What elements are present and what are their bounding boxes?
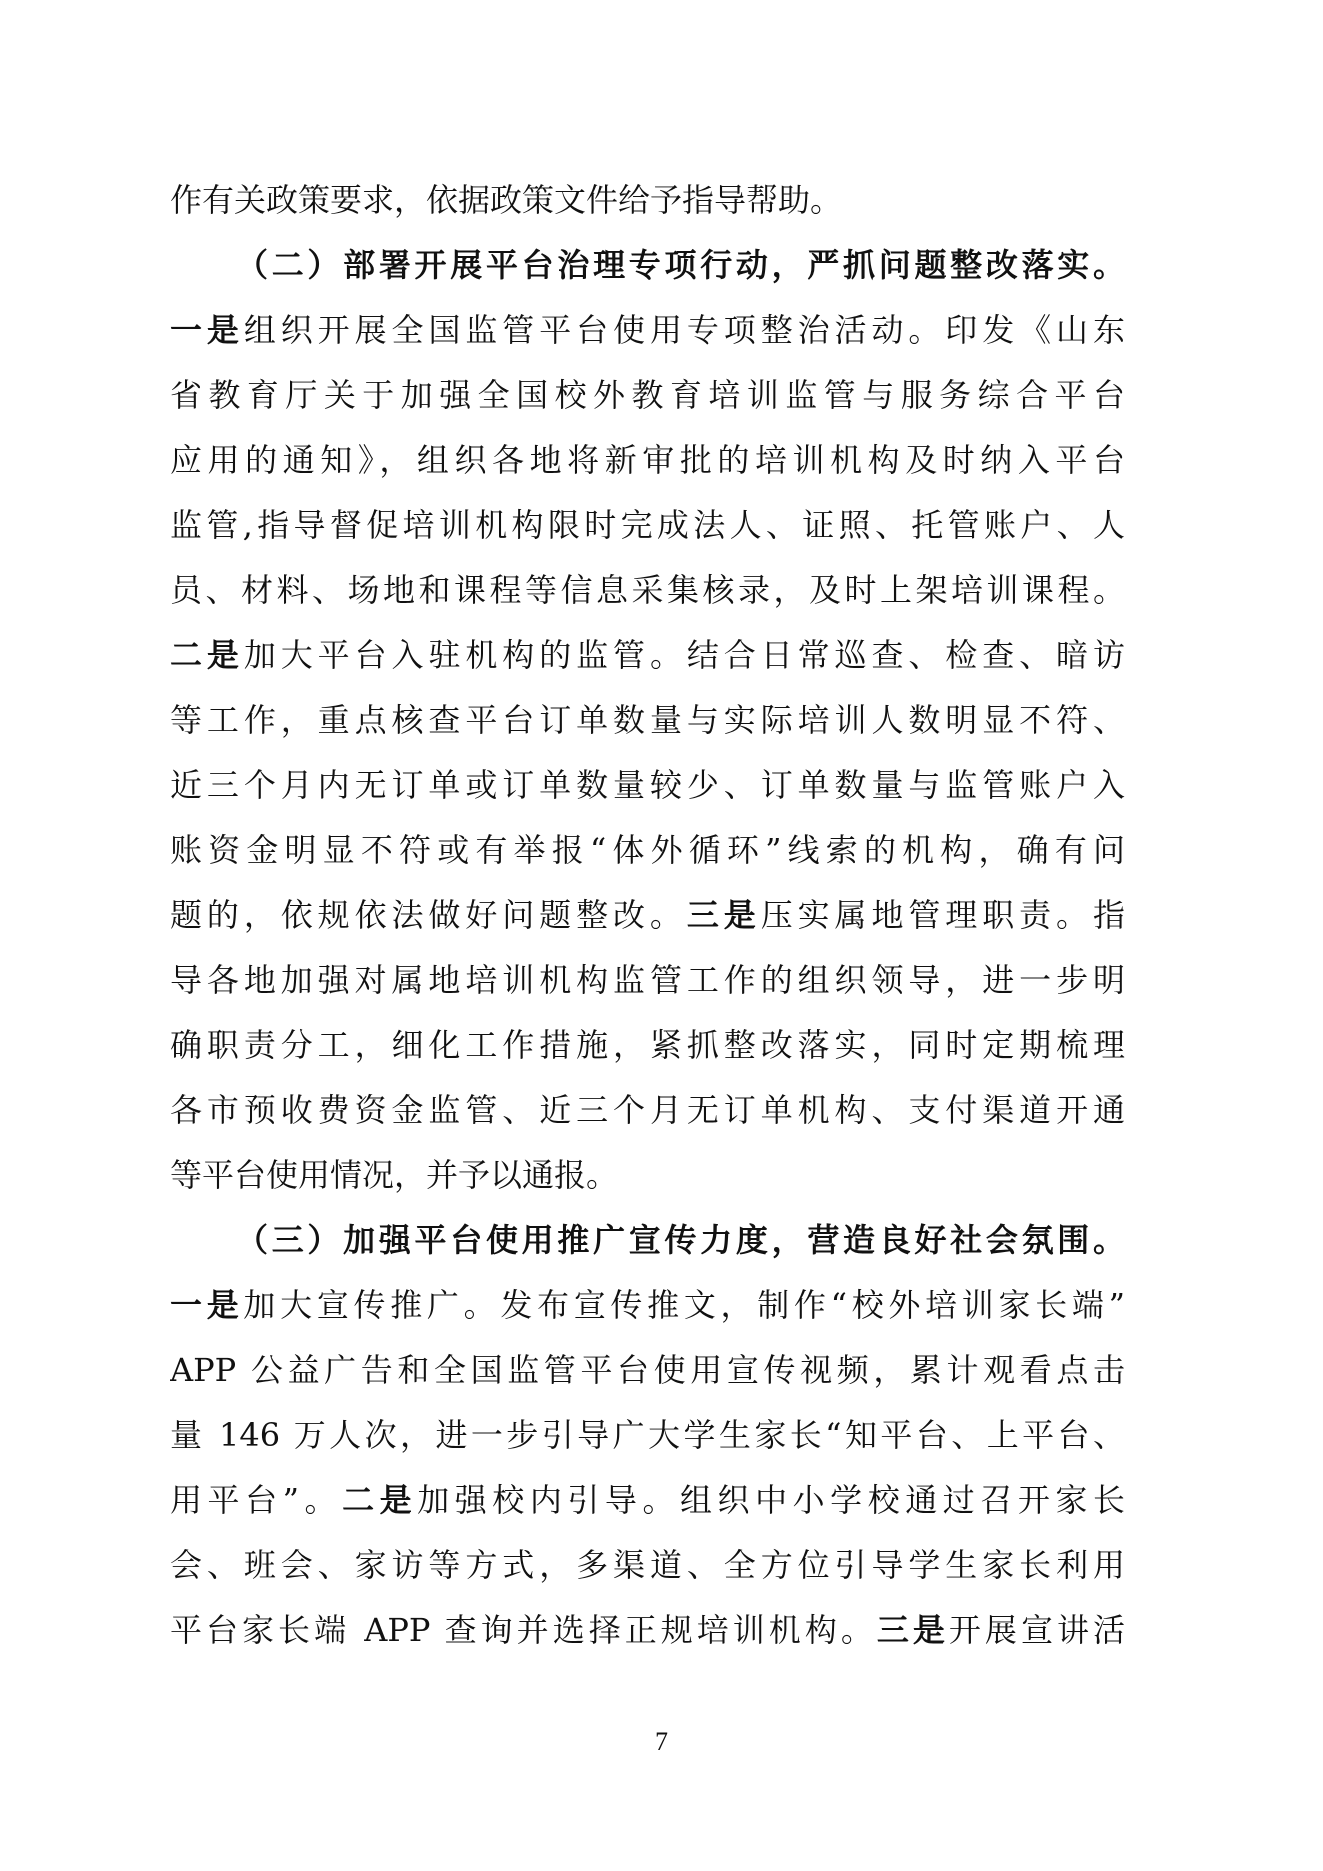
text-line	[170, 1533, 1125, 1598]
text-line	[170, 1403, 1125, 1468]
line-text: 导各地加强对属地培训机构监管工作的组织领导，进一步明	[170, 961, 1125, 999]
text-line	[170, 1078, 1125, 1143]
line-text: 监管,指导督促培训机构限时完成法人、证照、托管账户、人	[170, 506, 1125, 544]
line-text: 压实属地管理职责。指	[760, 896, 1125, 934]
section-heading-2	[170, 233, 1125, 298]
text-line	[170, 1338, 1125, 1403]
line-text: APP 公益广告和全国监管平台使用宣传视频，累计观看点击	[170, 1351, 1125, 1389]
line-text: 作有关政策要求，依据政策文件给予指导帮助。	[170, 181, 843, 219]
line-text: 加强校内引导。组织中小学校通过召开家长	[417, 1481, 1125, 1519]
line-text: 近三个月内无订单或订单数量较少、订单数量与监管账户入	[170, 766, 1125, 804]
text-line	[170, 1143, 1125, 1208]
heading-text: （三）加强平台使用推广宣传力度，营造良好社会氛围。	[236, 1221, 1125, 1259]
bold-lead: 一是	[170, 1286, 244, 1324]
line-text: 会、班会、家访等方式，多渠道、全方位引导学生家长利用	[170, 1546, 1125, 1584]
line-text: 省教育厅关于加强全国校外教育培训监管与服务综合平台	[170, 376, 1125, 414]
heading-text: （二）部署开展平台治理专项行动，严抓问题整改落实。	[236, 246, 1125, 284]
bold-lead: 三是	[686, 896, 761, 934]
text-line	[170, 948, 1125, 1013]
text-line	[170, 558, 1125, 623]
line-text: 员、材料、场地和课程等信息采集核录，及时上架培训课程。	[170, 571, 1125, 609]
bold-lead: 二是	[342, 1481, 418, 1519]
page-number: 7	[655, 1727, 668, 1756]
text-line	[170, 428, 1125, 493]
line-text: 题的，依规依法做好问题整改。	[170, 896, 687, 934]
line-text: 应用的通知》，组织各地将新审批的培训机构及时纳入平台	[170, 441, 1125, 479]
text-line	[170, 1598, 1125, 1663]
text-line	[170, 298, 1125, 363]
line-text: 确职责分工，细化工作措施，紧抓整改落实，同时定期梳理	[170, 1026, 1125, 1064]
text-line	[170, 1468, 1125, 1533]
text-line	[170, 883, 1125, 948]
text-line	[170, 363, 1125, 428]
line-text: 量 146 万人次，进一步引导广大学生家长“知平台、上平台、	[170, 1416, 1125, 1454]
line-text: 账资金明显不符或有举报“体外循环”线索的机构，确有问	[170, 831, 1125, 869]
text-line	[170, 688, 1125, 753]
line-text: 开展宣讲活	[948, 1611, 1125, 1649]
line-text: 平台家长端 APP 查询并选择正规培训机构。	[170, 1611, 877, 1649]
bold-lead: 一是	[170, 311, 244, 349]
section-heading-3	[170, 1208, 1125, 1273]
line-text: 加大平台入驻机构的监管。结合日常巡查、检查、暗访	[243, 636, 1125, 674]
text-line	[170, 493, 1125, 558]
text-line	[170, 623, 1125, 688]
text-line	[170, 1013, 1125, 1078]
line-text: 等工作，重点核查平台订单数量与实际培训人数明显不符、	[170, 701, 1125, 739]
text-line	[170, 1273, 1125, 1338]
line-text: 各市预收费资金监管、近三个月无订单机构、支付渠道开通	[170, 1091, 1125, 1129]
text-line	[170, 168, 1125, 233]
bold-lead: 二是	[170, 636, 244, 674]
text-line	[170, 753, 1125, 818]
line-text: 等平台使用情况，并予以通报。	[170, 1156, 619, 1194]
line-text: 用平台”。	[170, 1481, 343, 1519]
document-body	[170, 168, 1125, 1663]
line-text: 组织开展全国监管平台使用专项整治活动。印发《山东	[243, 311, 1125, 349]
line-text: 加大宣传推广。发布宣传推文，制作“校外培训家长端”	[243, 1286, 1125, 1324]
bold-lead: 三是	[876, 1611, 949, 1649]
text-line	[170, 818, 1125, 883]
